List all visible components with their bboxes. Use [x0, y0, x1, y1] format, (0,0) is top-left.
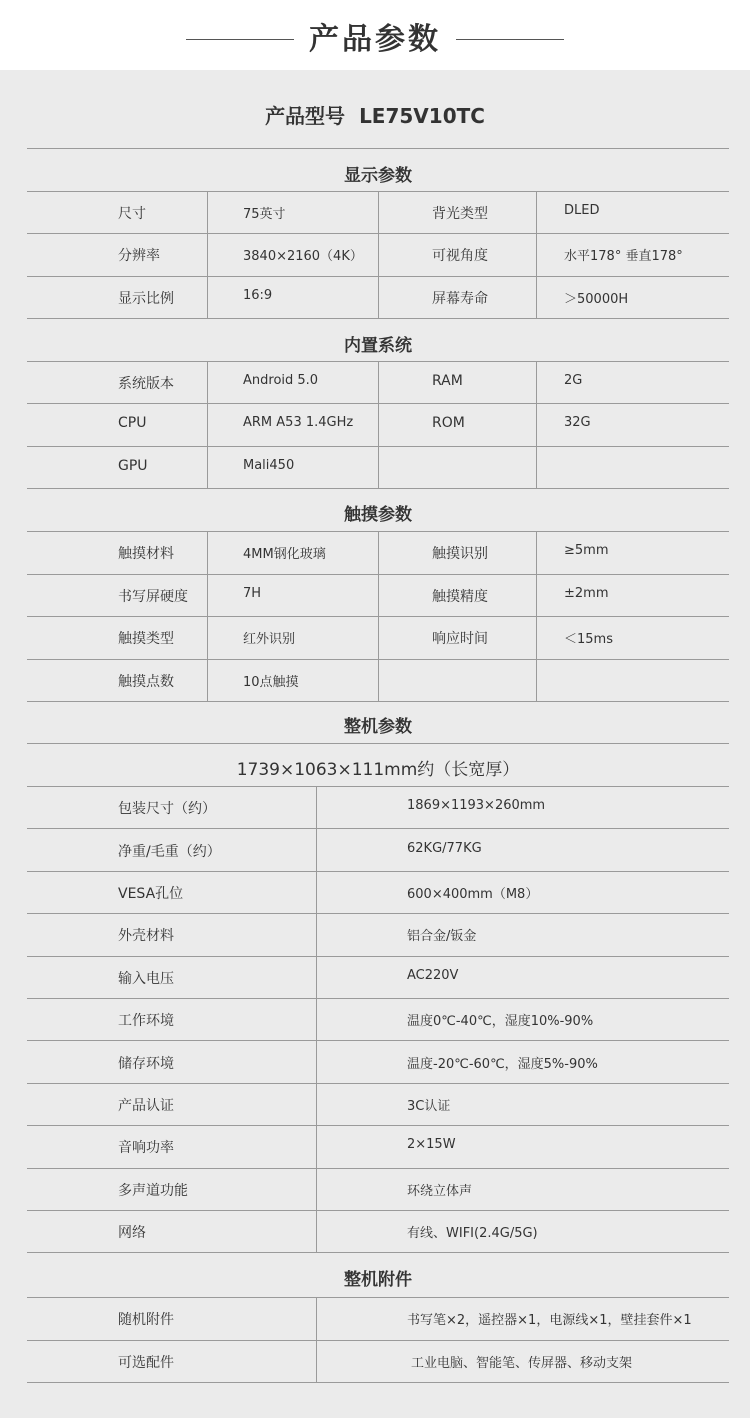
- touch-spec-label: 触摸点数: [118, 673, 174, 690]
- row-divider: [27, 1210, 729, 1211]
- touch-spec-label: 书写屏硬度: [118, 588, 188, 605]
- column-divider: [207, 191, 208, 318]
- touch-spec-value: 7H: [243, 585, 262, 601]
- row-divider: [27, 701, 729, 702]
- machine-spec-label: 多声道功能: [118, 1182, 188, 1199]
- display-spec-label: 显示比例: [118, 290, 174, 307]
- row-divider: [27, 233, 729, 234]
- column-divider: [316, 786, 317, 1252]
- row-divider: [27, 828, 729, 829]
- row-divider: [27, 1125, 729, 1126]
- display-spec-label: 背光类型: [432, 206, 488, 223]
- row-divider: [27, 616, 729, 617]
- touch-spec-value: 红外识别: [243, 632, 296, 648]
- row-divider: [27, 148, 729, 149]
- machine-spec-value: 2×15W: [407, 1137, 456, 1153]
- machine-spec-label: 音响功率: [118, 1140, 174, 1157]
- display-spec-value: 水平178° 垂直178°: [564, 249, 683, 265]
- touch-spec-label: 触摸识别: [432, 546, 488, 563]
- machine-spec-value: 温度0℃-40℃，湿度10%-90%: [407, 1014, 594, 1030]
- system-spec-label: 系统版本: [118, 376, 174, 393]
- row-divider: [27, 1168, 729, 1169]
- row-divider: [27, 871, 729, 872]
- row-divider: [27, 488, 729, 489]
- machine-spec-label: 包装尺寸（约）: [118, 801, 216, 818]
- display-spec-label: 屏幕寿命: [432, 290, 488, 307]
- system-spec-value: 32G: [564, 415, 591, 431]
- display-spec-label: 分辨率: [118, 248, 160, 265]
- touch-spec-label: 响应时间: [432, 631, 488, 648]
- system-spec-value: 2G: [564, 373, 583, 389]
- machine-spec-value: 有线、WIFI(2.4G/5G): [407, 1226, 538, 1242]
- column-divider: [207, 361, 208, 488]
- model-line: [0, 100, 750, 129]
- machine-spec-label: 产品认证: [118, 1098, 174, 1114]
- model-value: LE75V10TC: [359, 104, 485, 128]
- machine-spec-value: 1869×1193×260mm: [407, 798, 546, 814]
- row-divider: [27, 1252, 729, 1253]
- display-spec-value: ＞50000H: [564, 291, 629, 307]
- machine-spec-value: 环绕立体声: [407, 1183, 473, 1199]
- display-spec-label: 可视角度: [432, 248, 488, 265]
- accessory-value: 书写笔×2，遥控器×1，电源线×1，壁挂套件×1: [407, 1313, 692, 1329]
- touch-spec-label: 触摸精度: [432, 588, 488, 605]
- accessory-value: 工业电脑、智能笔、传屏器、移动支架: [411, 1355, 633, 1371]
- row-divider: [27, 403, 729, 404]
- machine-spec-value: 62KG/77KG: [407, 840, 482, 856]
- system-spec-value: Mali450: [243, 457, 295, 473]
- machine-spec-value: AC220V: [407, 967, 459, 983]
- accessories-section-title: 整机附件: [344, 1270, 412, 1290]
- touch-spec-value: ±2mm: [564, 585, 609, 601]
- touch-spec-value: ≥5mm: [564, 543, 609, 559]
- column-divider: [378, 361, 379, 488]
- machine-spec-value: 3C认证: [407, 1099, 451, 1114]
- machine-spec-label: VESA孔位: [118, 886, 184, 902]
- display-spec-value: 3840×2160（4K）: [243, 249, 363, 265]
- system-spec-label: ROM: [432, 415, 465, 432]
- display-spec-value: 16:9: [243, 287, 273, 303]
- accessory-label: 随机附件: [118, 1312, 174, 1329]
- touch-spec-value: 10点触摸: [243, 674, 299, 690]
- machine-spec-label: 网络: [118, 1225, 146, 1242]
- machine-section-title: 整机参数: [344, 717, 412, 737]
- row-divider: [27, 1340, 729, 1341]
- display-spec-value: 75英寸: [243, 207, 286, 223]
- row-divider: [27, 786, 729, 787]
- machine-spec-label: 净重/毛重（约）: [118, 843, 221, 860]
- row-divider: [27, 574, 729, 575]
- row-divider: [27, 913, 729, 914]
- row-divider: [27, 956, 729, 957]
- row-divider: [27, 743, 729, 744]
- page-title: 产品参数: [309, 22, 441, 57]
- touch-spec-value: ＜15ms: [564, 632, 613, 648]
- machine-spec-label: 输入电压: [118, 970, 174, 987]
- row-divider: [27, 1040, 729, 1041]
- row-divider: [27, 276, 729, 277]
- display-spec-value: DLED: [564, 203, 600, 219]
- touch-spec-label: 触摸材料: [118, 546, 174, 563]
- row-divider: [27, 659, 729, 660]
- machine-spec-value: 铝合金/钣金: [407, 929, 477, 945]
- row-divider: [27, 1083, 729, 1084]
- touch-section-title: 触摸参数: [344, 505, 412, 525]
- column-divider: [378, 191, 379, 318]
- machine-spec-value: 600×400mm（M8）: [407, 887, 539, 902]
- accessory-label: 可选配件: [118, 1354, 174, 1371]
- system-section-title: 内置系统: [344, 336, 412, 356]
- machine-spec-label: 外壳材料: [118, 928, 174, 945]
- system-spec-label: GPU: [118, 457, 148, 474]
- row-divider: [27, 1382, 729, 1383]
- touch-spec-label: 触摸类型: [118, 631, 174, 648]
- machine-spec-label: 工作环境: [118, 1013, 174, 1030]
- display-spec-label: 尺寸: [118, 206, 146, 223]
- column-divider: [536, 361, 537, 488]
- machine-spec-label: 储存环境: [118, 1055, 174, 1072]
- system-spec-value: Android 5.0: [243, 373, 319, 389]
- row-divider: [27, 998, 729, 999]
- touch-spec-value: 4MM钢化玻璃: [243, 547, 326, 563]
- row-divider: [27, 446, 729, 447]
- header-banner: [0, 0, 750, 70]
- system-spec-value: ARM A53 1.4GHz: [243, 415, 354, 431]
- machine-dimensions: 1739×1063×111mm约（长宽厚）: [236, 760, 520, 780]
- column-divider: [536, 191, 537, 318]
- system-spec-label: RAM: [432, 373, 463, 390]
- header-rule-right: [456, 39, 564, 40]
- display-section-title: 显示参数: [344, 166, 412, 186]
- model-label: 产品型号: [265, 104, 346, 128]
- machine-spec-value: 温度-20℃-60℃，湿度5%-90%: [407, 1056, 598, 1072]
- row-divider: [27, 318, 729, 319]
- system-spec-label: CPU: [118, 415, 147, 432]
- row-divider: [27, 1297, 729, 1298]
